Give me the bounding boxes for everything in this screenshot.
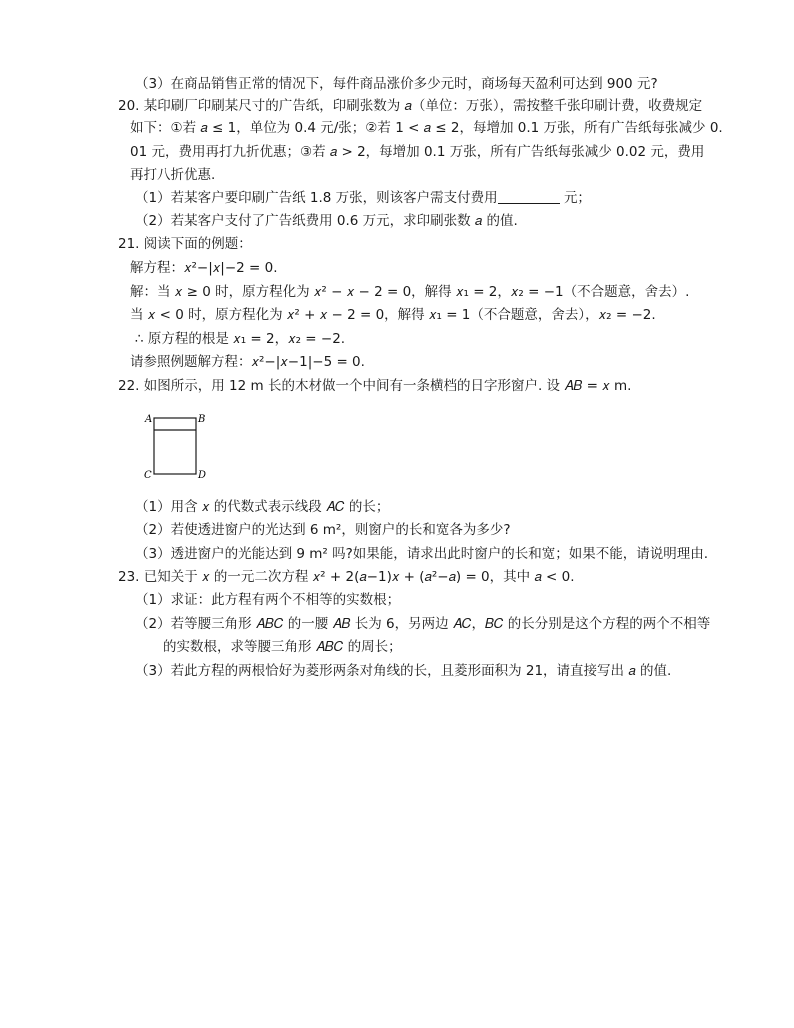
q23-part3: （3）若此方程的两根恰好为菱形两条对角线的长，且菱形面积为 21，请直接写出 𝑎 的值. xyxy=(135,663,672,679)
q20-line4: 再打八折优惠. xyxy=(130,167,216,183)
window-figure xyxy=(140,408,220,484)
q20-part1-unit: 元； xyxy=(563,190,591,206)
q20-line3: 01 元，费用再打九折优惠；③若 𝑎 > 2，每增加 0.1 万张，所有广告纸每张减少 0.02 元，费用 xyxy=(130,144,705,160)
q20-part2: （2）若某客户支付了广告纸费用 0.6 万元，求印刷张数 𝑎 的值. xyxy=(135,213,518,229)
q20-part1-text: （1）若某客户要印刷广告纸 1.8 万张，则该客户需支付费用 xyxy=(135,190,498,206)
q21-line1: 21. 阅读下面的例题： xyxy=(118,236,252,252)
answer-blank xyxy=(498,190,560,204)
label-b: B xyxy=(198,414,206,425)
q22-part1: （1）用含 𝑥 的代数式表示线段 𝐴𝐶 的长； xyxy=(135,499,390,515)
q23-part2-line1: （2）若等腰三角形 𝐴𝐵𝐶 的一腰 𝐴𝐵 长为 6，另两边 𝐴𝐶，𝐵𝐶 的长分别是这个方程的两个不相等 xyxy=(135,616,711,632)
q21-line6: 请参照例题解方程：𝑥²−|𝑥−1|−5 = 0. xyxy=(130,354,365,370)
q19-part3: （3）在商品销售正常的情况下，每件商品涨价多少元时，商场每天盈利可达到 900 元? xyxy=(135,76,658,92)
q20-part1 xyxy=(135,188,591,208)
label-d: D xyxy=(198,470,207,481)
label-a: A xyxy=(145,414,153,425)
q22-part2: （2）若使透进窗户的光达到 6 m²，则窗户的长和宽各为多少? xyxy=(135,522,511,538)
q23-line1: 23. 已知关于 𝑥 的一元二次方程 𝑥² + 2(𝑎−1)𝑥 + (𝑎²−𝑎) = 0，其中 𝑎 < 0. xyxy=(118,569,575,585)
window-frame xyxy=(154,418,196,474)
q20-line2: 如下：①若 𝑎 ≤ 1，单位为 0.4 元/张；②若 1 < 𝑎 ≤ 2，每增加 0.1 万张，所有广告纸每张减少 0. xyxy=(130,120,723,136)
q22-part3: （3）透进窗户的光能达到 9 m² 吗?如果能，请求出此时窗户的长和宽；如果不能，请说明理由. xyxy=(135,546,709,562)
q23-part2-line2: 的实数根，求等腰三角形 𝐴𝐵𝐶 的周长； xyxy=(163,639,402,655)
label-c: C xyxy=(144,470,152,481)
q22-line1: 22. 如图所示，用 12 m 长的木材做一个中间有一条横档的日字形窗户. 设 𝐴𝐵 = 𝑥 m. xyxy=(118,378,632,394)
q21-line5: ∴ 原方程的根是 𝑥₁ = 2，𝑥₂ = −2. xyxy=(135,331,346,347)
q20-line1: 20. 某印刷厂印刷某尺寸的广告纸，印刷张数为 𝑎（单位：万张），需按整千张印刷计费，收费规定 xyxy=(118,98,703,114)
q21-line4: 当 𝑥 < 0 时，原方程化为 𝑥² + 𝑥 − 2 = 0，解得 𝑥₁ = 1（不合题意，舍去），𝑥₂ = −2. xyxy=(130,307,656,323)
window-diagram xyxy=(140,408,220,484)
q21-line2: 解方程：𝑥²−|𝑥|−2 = 0. xyxy=(130,260,278,276)
q23-part1: （1）求证：此方程有两个不相等的实数根； xyxy=(135,592,401,608)
q21-line3: 解：当 𝑥 ≥ 0 时，原方程化为 𝑥² − 𝑥 − 2 = 0，解得 𝑥₁ = 2，𝑥₂ = −1（不合题意，舍去）. xyxy=(130,284,690,300)
